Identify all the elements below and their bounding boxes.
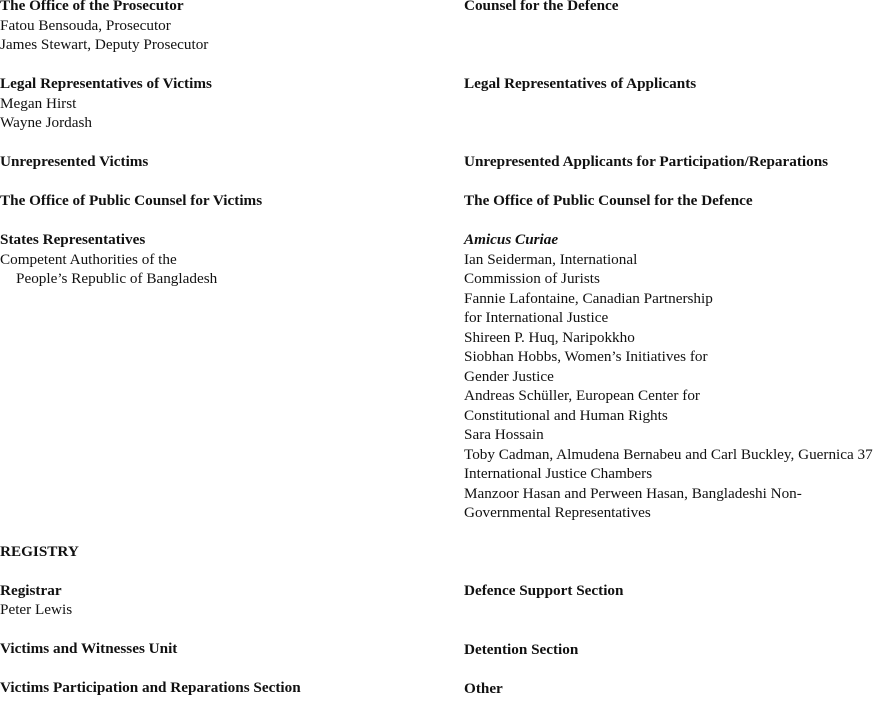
legal-rep-name: Megan Hirst bbox=[0, 98, 450, 118]
states-rep-line: People’s Republic of Bangladesh bbox=[0, 273, 450, 293]
amicus-line: Governmental Representatives bbox=[464, 507, 895, 527]
amicus-line: Toby Cadman, Almudena Bernabeu and Carl Buckley, Guernica 37 bbox=[464, 449, 895, 469]
dss-heading: Defence Support Section bbox=[464, 585, 895, 605]
defence-heading: Counsel for the Defence bbox=[464, 0, 895, 20]
unrepresented-victims-heading: Unrepresented Victims bbox=[0, 156, 450, 176]
amicus-heading: Amicus Curiae bbox=[464, 234, 895, 254]
vwu-heading: Victims and Witnesses Unit bbox=[0, 643, 450, 663]
detention-heading: Detention Section bbox=[464, 644, 895, 664]
legal-rep-name: Wayne Jordash bbox=[0, 117, 450, 137]
unrepresented-applicants-heading: Unrepresented Applicants for Participation/Reparations bbox=[464, 156, 895, 176]
amicus-line: Ian Seiderman, International bbox=[464, 254, 895, 274]
amicus-line: Manzoor Hasan and Perween Hasan, Bangladeshi Non- bbox=[464, 488, 895, 508]
legal-reps-victims-heading: Legal Representatives of Victims bbox=[0, 78, 450, 98]
registrar-heading: Registrar bbox=[0, 585, 450, 605]
opcv-heading: The Office of Public Counsel for Victims bbox=[0, 195, 450, 215]
prosecutor-heading: The Office of the Prosecutor bbox=[0, 0, 450, 20]
right-column bbox=[464, 0, 895, 702]
amicus-line: Andreas Schüller, European Center for bbox=[464, 390, 895, 410]
amicus-line: Shireen P. Huq, Naripokkho bbox=[464, 332, 895, 352]
prosecutor-line: Fatou Bensouda, Prosecutor bbox=[0, 20, 450, 40]
amicus-line: Fannie Lafontaine, Canadian Partnership bbox=[464, 293, 895, 313]
other-heading: Other bbox=[464, 683, 895, 702]
amicus-line: Gender Justice bbox=[464, 371, 895, 391]
amicus-line: Siobhan Hobbs, Women’s Initiatives for bbox=[464, 351, 895, 371]
states-reps-heading: States Representatives bbox=[0, 234, 450, 254]
amicus-line: Commission of Jurists bbox=[464, 273, 895, 293]
amicus-line: International Justice Chambers bbox=[464, 468, 895, 488]
vprs-heading: Victims Participation and Reparations Section bbox=[0, 682, 450, 702]
amicus-line: Sara Hossain bbox=[464, 429, 895, 449]
prosecutor-line: James Stewart, Deputy Prosecutor bbox=[0, 39, 450, 59]
registry-heading: REGISTRY bbox=[0, 546, 450, 566]
amicus-line: for International Justice bbox=[464, 312, 895, 332]
registrar-name: Peter Lewis bbox=[0, 604, 450, 624]
opcd-heading: The Office of Public Counsel for the Defence bbox=[464, 195, 895, 215]
legal-reps-applicants-heading: Legal Representatives of Applicants bbox=[464, 78, 895, 98]
amicus-line: Constitutional and Human Rights bbox=[464, 410, 895, 430]
states-rep-line: Competent Authorities of the bbox=[0, 254, 450, 274]
